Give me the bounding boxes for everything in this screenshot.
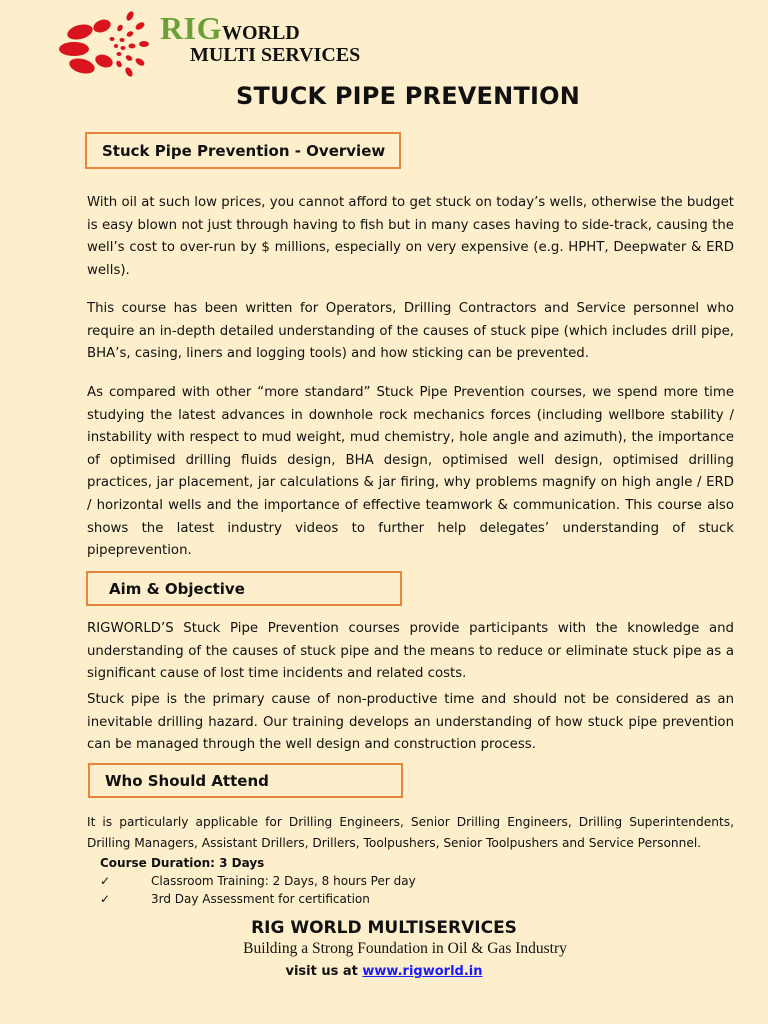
overview-paragraph-3: As compared with other “more standard” Stuck Pipe Prevention courses, we spend more time studying the latest advances in downhole rock mechanics forces (including wellbore stability / instability with respect to mud weight, mud chemistry, hole angle and azimuth), the importance of optimised drilling fluids design, BHA design, optimised well design, optimised drilling practices, jar placement, jar calculations & jar firing, why problems magnify on high angle / ERD / horizontal wells and the importance of effective teamwork & communication. This course also shows the latest industry videos to further help delegates’ understanding of stuck pipeprevention.: [87, 385, 734, 559]
footer-tagline: Building a Strong Foundation in Oil & Gas Industry: [243, 940, 567, 957]
footer-company-name: RIG WORLD MULTISERVICES: [251, 918, 517, 938]
aim-paragraph-2: Stuck pipe is the primary cause of non-productive time and should not be considered as an inevitable drilling hazard. Our training develops an understanding of how stuck pipe prevention can be managed through the well design and construction process.: [87, 692, 734, 753]
attend-paragraph: It is particularly applicable for Drilling Engineers, Senior Drilling Engineers, Drilling Superintendents, Drilling Managers, Assistant Drillers, Drillers, Toolpushers, Senior Toolpushers and Service Personnel.: [87, 815, 734, 850]
overview-heading: Stuck Pipe Prevention - Overview: [102, 141, 386, 160]
brand-name: [160, 10, 300, 47]
company-logo: [56, 6, 156, 84]
overview-paragraph-2: This course has been written for Operators, Drilling Contractors and Service personnel who require an in-depth detailed understanding of the causes of stuck pipe (which includes drill pipe, BHA’s, casing, liners and logging tools) and how sticking can be prevented.: [87, 301, 734, 362]
course-item: [100, 874, 416, 888]
footer-visit: [0, 964, 768, 979]
website-link[interactable]: www.rigworld.in: [362, 964, 483, 979]
brand-name-world: WORLD: [221, 22, 300, 44]
check-icon: ✓: [100, 874, 111, 888]
course-item: [100, 892, 370, 906]
aim-heading-box: [86, 571, 402, 606]
overview-paragraph-1: With oil at such low prices, you cannot afford to get stuck on today’s wells, otherwise the budget is easy blown not just through having to fish but in many cases having to side-track, causing the well’s cost to over-run by $ millions, especially on very expensive (e.g. HPHT, Deepwater & ERD wells).: [87, 195, 734, 278]
aim-paragraph-1: RIGWORLD’S Stuck Pipe Prevention courses provide participants with the knowledge and understanding of the causes of stuck pipe and the means to reduce or eliminate stuck pipe as a significant cause of lost time incidents and related costs.: [87, 621, 734, 682]
brand-subtitle: MULTI SERVICES: [190, 44, 361, 66]
attend-heading-box: [88, 763, 403, 798]
aim-heading: Aim & Objective: [109, 579, 245, 598]
overview-heading-box: [85, 132, 401, 169]
course-item-text: 3rd Day Assessment for certification: [151, 892, 370, 906]
page-title: STUCK PIPE PREVENTION: [235, 82, 581, 110]
course-item-text: Classroom Training: 2 Days, 8 hours Per day: [151, 874, 416, 888]
attend-heading: Who Should Attend: [105, 771, 269, 790]
brand-name-rig: RIG: [160, 10, 222, 46]
check-icon: ✓: [100, 892, 111, 906]
footer-visit-label: visit us at: [285, 964, 358, 979]
course-duration: Course Duration: 3 Days: [100, 856, 265, 870]
